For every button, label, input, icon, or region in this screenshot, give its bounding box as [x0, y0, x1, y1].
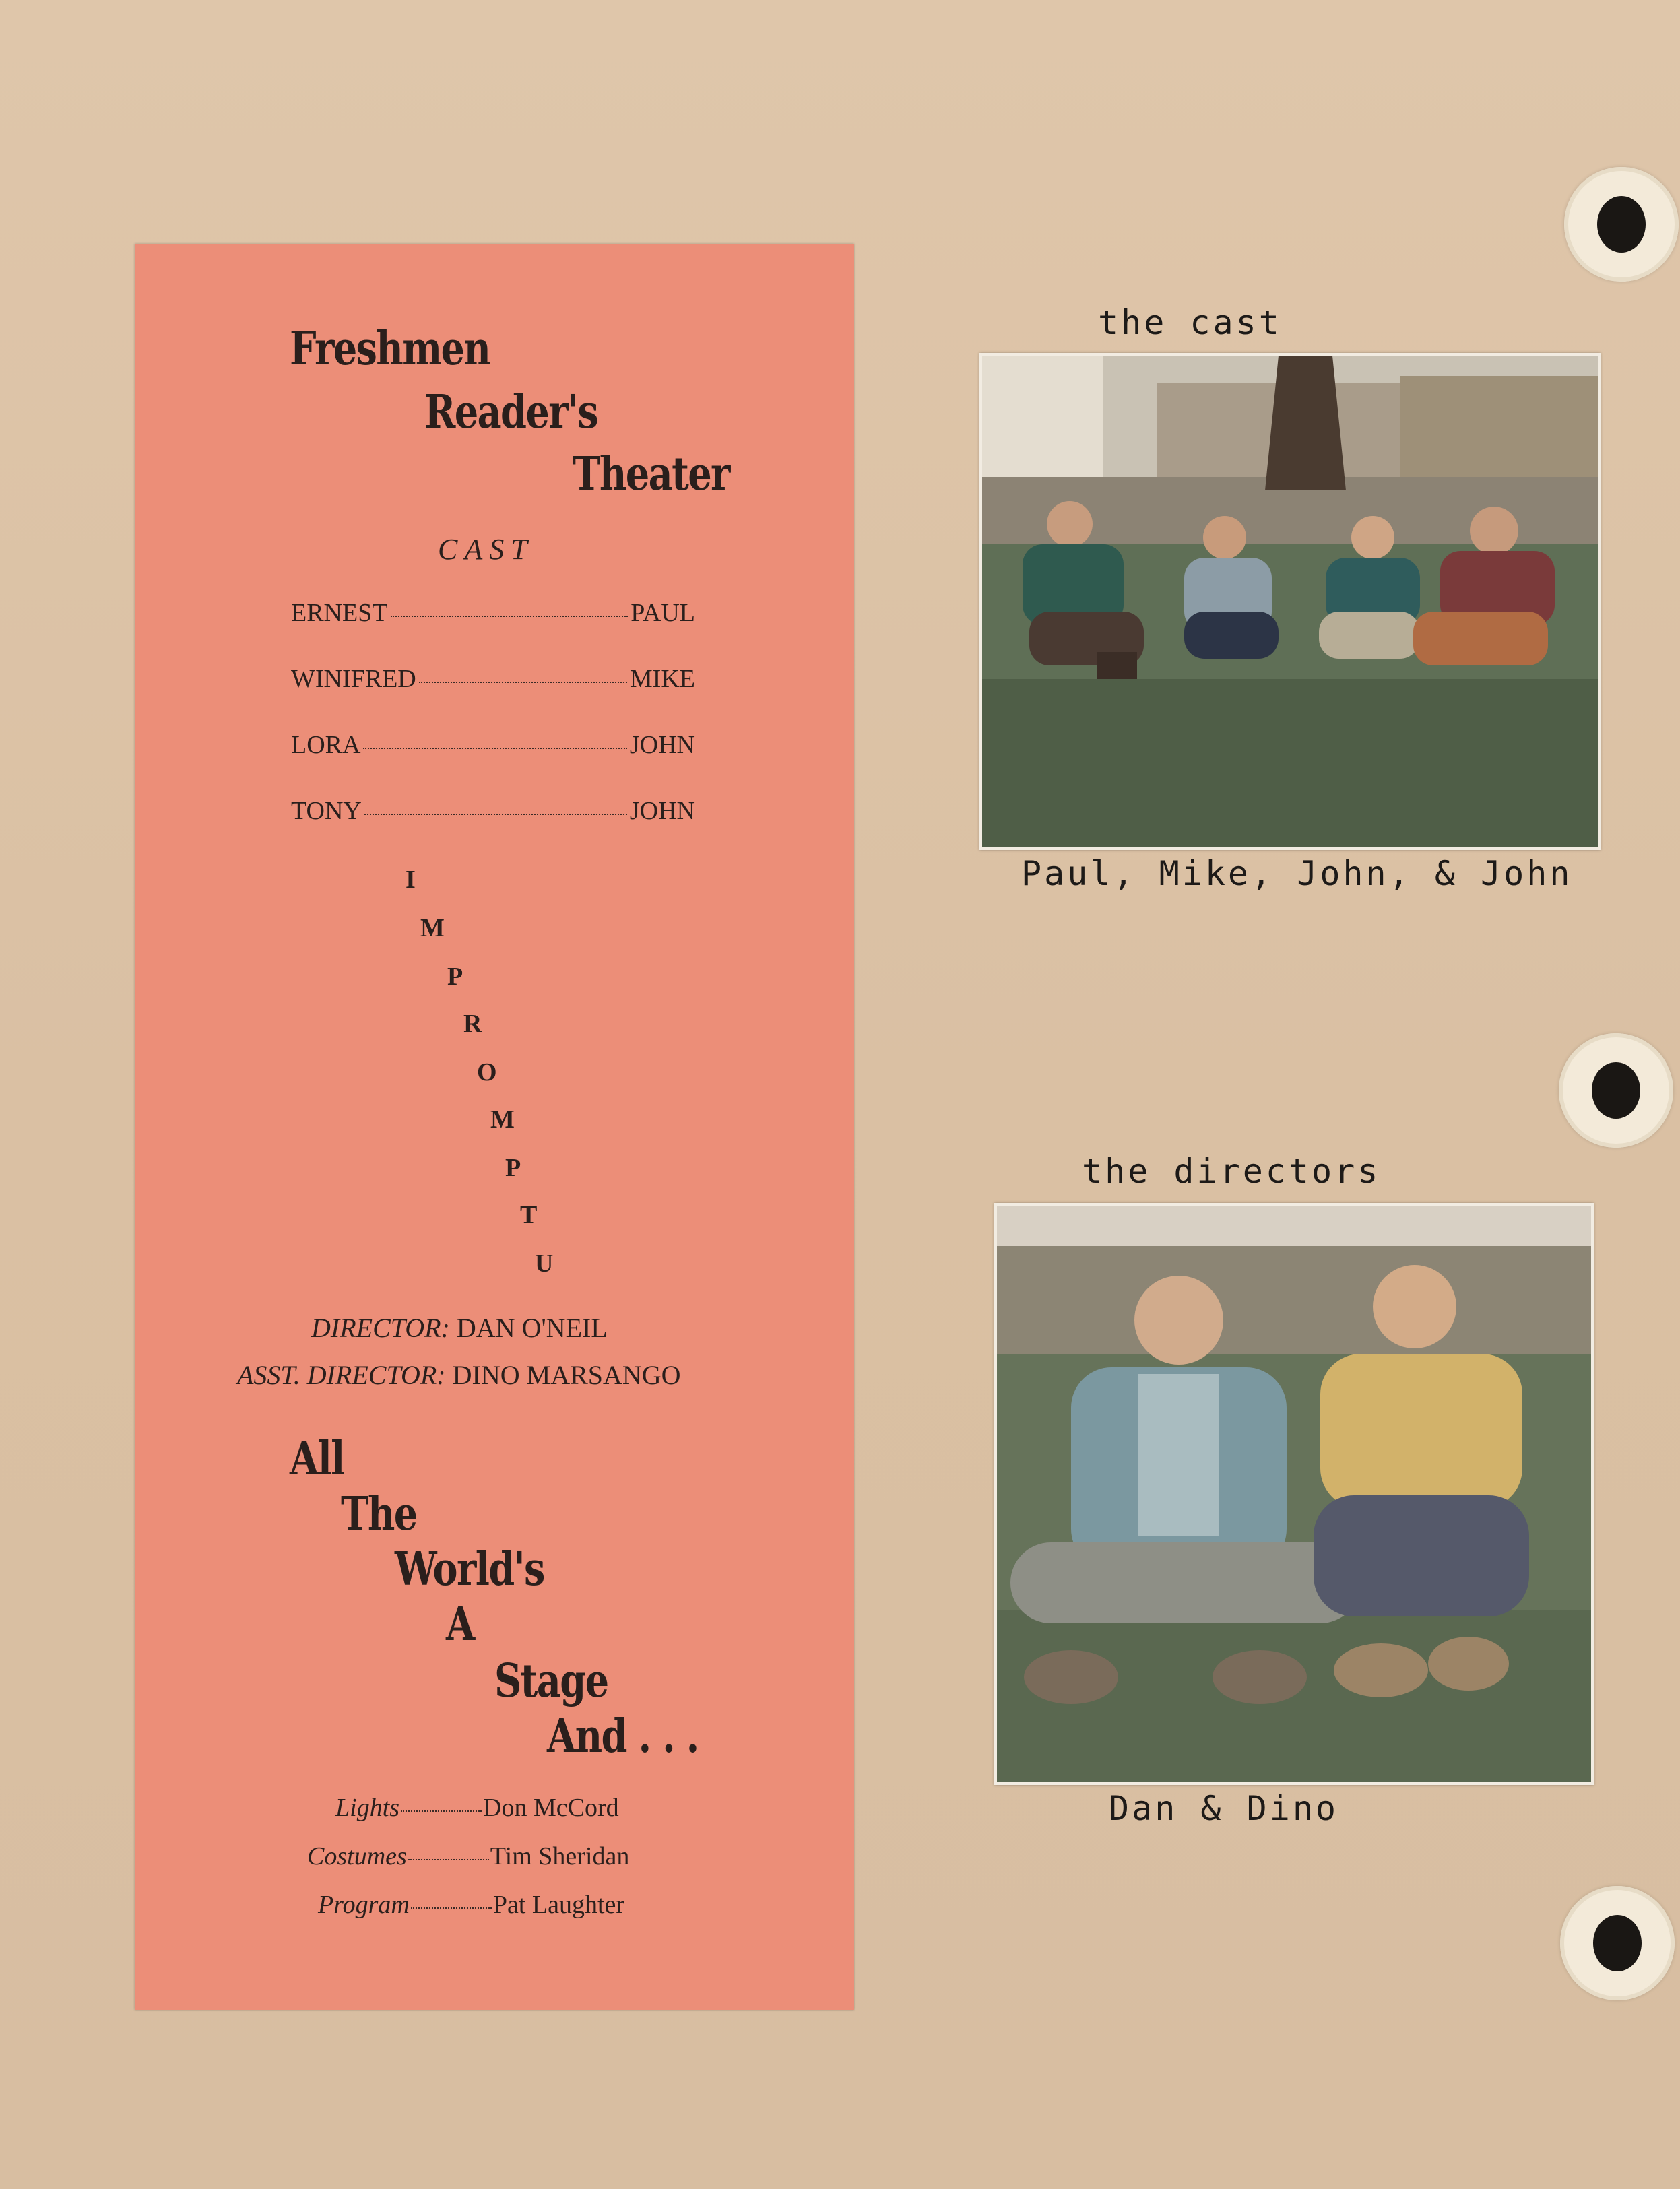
subtitle-line-2: The — [341, 1487, 417, 1541]
director-line — [311, 1312, 608, 1344]
binder-hole-middle — [1559, 1033, 1673, 1148]
asst-director-name: DINO MARSANGO — [452, 1360, 681, 1390]
cast-role: TONY — [291, 797, 362, 825]
cast-actor: JOHN — [629, 731, 695, 759]
binder-hole-bottom — [1560, 1886, 1675, 2000]
subtitle-line-4: A — [446, 1598, 474, 1652]
cast-role: WINIFRED — [291, 665, 416, 693]
cast-row — [291, 664, 695, 694]
crew-name: Tim Sheridan — [490, 1842, 630, 1870]
program-title-line-2: Reader's — [424, 385, 598, 439]
director-label: DIRECTOR: — [311, 1313, 450, 1343]
vertical-letter: T — [520, 1201, 538, 1229]
director-name: DAN O'NEIL — [456, 1313, 608, 1343]
cast-actor: PAUL — [631, 599, 695, 627]
vertical-letter: R — [463, 1010, 482, 1038]
crew-row — [335, 1793, 619, 1823]
vertical-letter: O — [477, 1058, 497, 1086]
crew-role: Lights — [335, 1794, 400, 1822]
leader-dots — [411, 1907, 492, 1909]
cast-role: LORA — [291, 731, 361, 759]
leader-dots — [363, 747, 626, 749]
crew-role: Program — [318, 1891, 410, 1919]
program-title-line-3: Theater — [573, 447, 730, 501]
cast-actor: MIKE — [629, 665, 695, 693]
cast-actor: JOHN — [629, 797, 695, 825]
cast-role: ERNEST — [291, 599, 388, 627]
directors-photo — [994, 1203, 1594, 1785]
cast-row — [291, 730, 695, 760]
cast-photo-heading: the cast — [1098, 303, 1282, 342]
program-title-line-1: Freshmen — [290, 322, 490, 376]
cast-row — [291, 598, 695, 628]
crew-name: Pat Laughter — [492, 1891, 625, 1919]
subtitle-line-5: Stage — [494, 1654, 608, 1708]
vertical-letter: P — [447, 962, 463, 991]
cast-photo — [979, 353, 1601, 850]
vertical-letter: U — [535, 1249, 554, 1278]
asst-director-line — [237, 1359, 681, 1391]
vertical-letter: M — [420, 914, 445, 942]
leader-dots — [364, 813, 627, 815]
directors-photo-caption: Dan & Dino — [1109, 1789, 1339, 1828]
vertical-letter: P — [505, 1154, 521, 1182]
directors-photo-image — [997, 1206, 1591, 1782]
subtitle-line-3: World's — [395, 1542, 544, 1596]
subtitle-line-6: And . . . — [547, 1709, 699, 1763]
theater-program-card — [135, 244, 854, 2010]
directors-photo-heading: the directors — [1082, 1152, 1381, 1191]
cast-photo-image — [982, 356, 1598, 847]
cast-heading: CAST — [438, 533, 534, 566]
leader-dots — [408, 1859, 489, 1860]
crew-row — [318, 1890, 624, 1920]
subtitle-line-1: All — [290, 1432, 344, 1486]
leader-dots — [401, 1810, 482, 1812]
cast-row — [291, 796, 695, 826]
leader-dots — [391, 615, 628, 617]
binder-hole-top — [1564, 167, 1679, 282]
vertical-letter: M — [490, 1105, 515, 1134]
crew-row — [307, 1841, 629, 1871]
cast-photo-caption: Paul, Mike, John, & John — [1021, 854, 1573, 893]
crew-role: Costumes — [307, 1842, 407, 1870]
leader-dots — [419, 681, 627, 683]
asst-director-label: ASST. DIRECTOR: — [237, 1360, 446, 1390]
vertical-letter: I — [406, 865, 416, 894]
crew-name: Don McCord — [483, 1794, 619, 1822]
